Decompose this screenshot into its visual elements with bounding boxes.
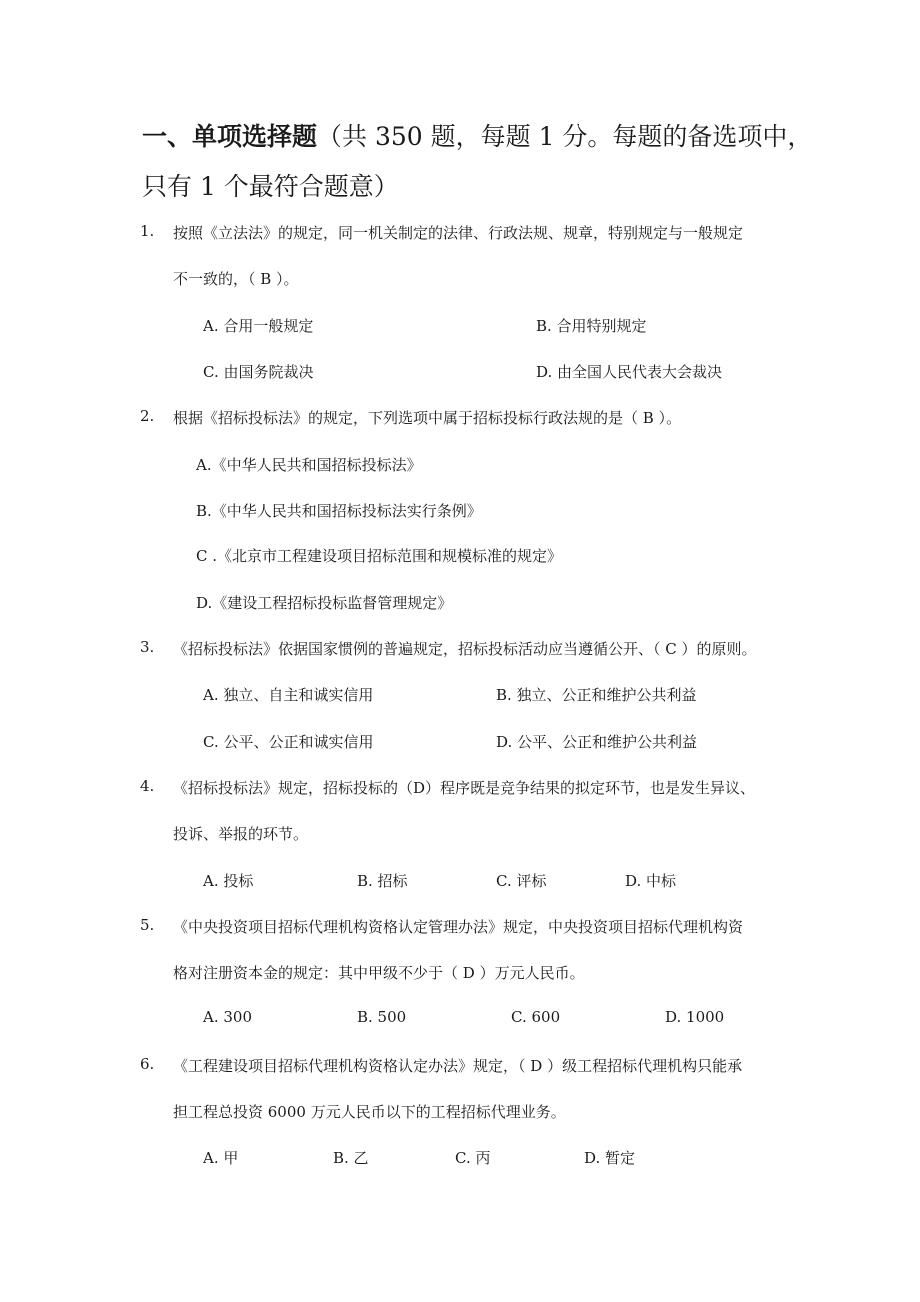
option-d: D. 1000 bbox=[665, 1008, 725, 1026]
option-b: B. 合用特别规定 bbox=[536, 317, 647, 335]
question-number: 1. bbox=[140, 222, 155, 240]
question-stem: 《招标投标法》规定，招标投标的（D）程序既是竞争结果的拟定环节，也是发生异议、 bbox=[173, 779, 756, 797]
option-a: A. 投标 bbox=[203, 872, 254, 890]
question-number: 3. bbox=[140, 638, 155, 656]
option-a: A. 独立、自主和诚实信用 bbox=[203, 686, 374, 704]
option-c: C. 评标 bbox=[496, 872, 547, 890]
option-b: B. 招标 bbox=[357, 872, 408, 890]
option-d: D. 中标 bbox=[625, 872, 677, 890]
option-d: D. 公平、公正和维护公共利益 bbox=[496, 733, 698, 751]
question-stem: 根据《招标投标法》的规定，下列选项中属于招标投标行政法规的是（ B ）。 bbox=[173, 409, 682, 427]
option-c: C. 丙 bbox=[455, 1149, 491, 1167]
option-a: A. 300 bbox=[203, 1008, 252, 1026]
option-c: C. 公平、公正和诚实信用 bbox=[203, 733, 374, 751]
section-heading bbox=[142, 112, 842, 212]
option-b: B. 独立、公正和维护公共利益 bbox=[496, 686, 697, 704]
option-c: C. 600 bbox=[511, 1008, 561, 1026]
option-b: B. 500 bbox=[357, 1008, 407, 1026]
question-stem-cont: 格对注册资本金的规定：其中甲级不少于（ D ）万元人民币。 bbox=[173, 964, 585, 982]
option-a: A. 合用一般规定 bbox=[203, 317, 314, 335]
option-b: B. 乙 bbox=[333, 1149, 369, 1167]
option-c: C. 由国务院裁决 bbox=[203, 363, 314, 381]
question-stem: 按照《立法法》的规定，同一机关制定的法律、行政法规、规章，特别规定与一般规定 bbox=[173, 224, 744, 242]
question-number: 5. bbox=[140, 916, 155, 934]
question-number: 2. bbox=[140, 407, 155, 425]
option-c: C .《北京市工程建设项目招标范围和规模标准的规定》 bbox=[196, 547, 563, 565]
question-stem: 《中央投资项目招标代理机构资格认定管理办法》规定，中央投资项目招标代理机构资 bbox=[173, 918, 744, 936]
question-stem-cont: 担工程总投资 6000 万元人民币以下的工程招标代理业务。 bbox=[173, 1103, 566, 1121]
option-b: B.《中华人民共和国招标投标法实行条例》 bbox=[196, 502, 482, 520]
option-a: A.《中华人民共和国招标投标法》 bbox=[196, 456, 422, 474]
option-d: D. 由全国人民代表大会裁决 bbox=[536, 363, 723, 381]
option-d: D.《建设工程招标投标监督管理规定》 bbox=[196, 594, 453, 612]
option-a: A. 甲 bbox=[203, 1149, 239, 1167]
question-stem: 《招标投标法》依据国家惯例的普遍规定，招标投标活动应当遵循公开、（ C ）的原则。 bbox=[173, 640, 757, 658]
heading-rest: （共 350 题，每题 1 分。每题的备选项中， bbox=[317, 122, 813, 151]
heading-bold: 一、单项选择题 bbox=[142, 122, 318, 151]
option-d: D. 暂定 bbox=[584, 1149, 636, 1167]
heading-line-2: 只有 1 个最符合题意） bbox=[142, 172, 399, 201]
question-stem: 《工程建设项目招标代理机构资格认定办法》规定，（ D ）级工程招标代理机构只能承 bbox=[173, 1057, 743, 1075]
question-stem-cont: 投诉、举报的环节。 bbox=[173, 825, 309, 843]
question-number: 4. bbox=[140, 777, 155, 795]
question-stem-cont: 不一致的，（ B ）。 bbox=[173, 270, 299, 288]
heading-line-1 bbox=[142, 112, 842, 162]
question-number: 6. bbox=[140, 1055, 155, 1073]
